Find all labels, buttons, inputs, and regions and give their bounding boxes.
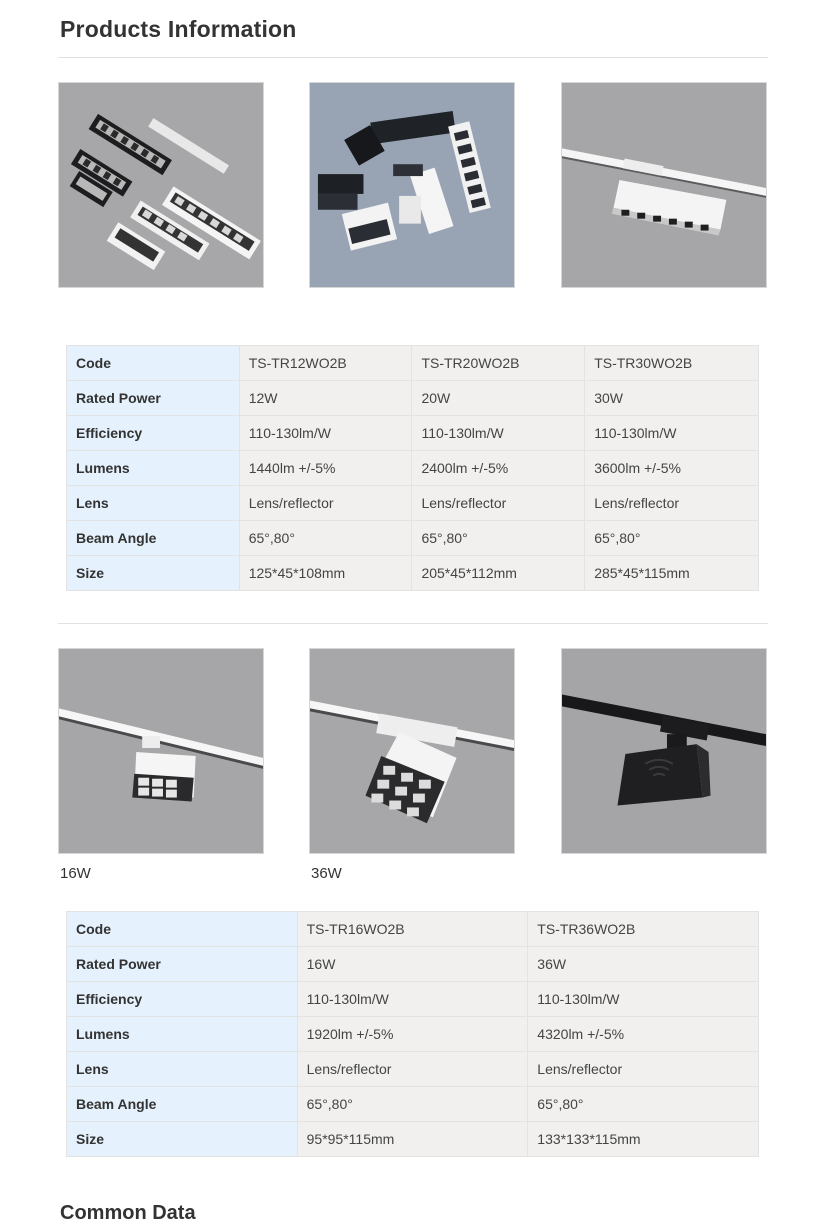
row-label: Efficiency bbox=[67, 982, 298, 1017]
track-module-set-image bbox=[310, 83, 514, 287]
image-caption-36w: 36W bbox=[311, 865, 342, 882]
table-row bbox=[67, 346, 759, 381]
row-label: Rated Power bbox=[67, 381, 240, 416]
table-row bbox=[67, 1087, 759, 1122]
row-label: Size bbox=[67, 556, 240, 591]
table-cell: 110-130lm/W bbox=[528, 982, 759, 1017]
product-photos-row-2 bbox=[58, 648, 768, 854]
black-track-light-image bbox=[562, 649, 766, 853]
table-cell: 110-130lm/W bbox=[297, 982, 528, 1017]
linear-light-on-rail-photo bbox=[561, 82, 767, 288]
row-label: Lens bbox=[67, 486, 240, 521]
table-row bbox=[67, 982, 759, 1017]
table-row bbox=[67, 1052, 759, 1087]
row-label: Code bbox=[67, 912, 298, 947]
table-cell: 65°,80° bbox=[297, 1087, 528, 1122]
table-cell: 20W bbox=[412, 381, 585, 416]
row-label: Lens bbox=[67, 1052, 298, 1087]
image-caption-16w: 16W bbox=[60, 865, 91, 882]
table-cell: Lens/reflector bbox=[297, 1052, 528, 1087]
linear-track-light-image bbox=[562, 83, 766, 287]
table-cell: 12W bbox=[239, 381, 412, 416]
table-cell: TS-TR16WO2B bbox=[297, 912, 528, 947]
table-cell: 95*95*115mm bbox=[297, 1122, 528, 1157]
table-row bbox=[67, 947, 759, 982]
table-row bbox=[67, 1017, 759, 1052]
table-cell: Lens/reflector bbox=[239, 486, 412, 521]
table-row bbox=[67, 521, 759, 556]
spec-table-linear bbox=[66, 345, 759, 591]
table-row bbox=[67, 912, 759, 947]
table-cell: 30W bbox=[585, 381, 759, 416]
table-cell: Lens/reflector bbox=[528, 1052, 759, 1087]
row-label: Size bbox=[67, 1122, 298, 1157]
table-cell: 65°,80° bbox=[239, 521, 412, 556]
table-row bbox=[67, 556, 759, 591]
linear-track-lights-group-photo bbox=[58, 82, 264, 288]
table-cell: TS-TR20WO2B bbox=[412, 346, 585, 381]
title-divider bbox=[58, 57, 768, 58]
black-and-white-modules-photo bbox=[309, 82, 515, 288]
36w-square-white-photo bbox=[309, 648, 515, 854]
table-row bbox=[67, 451, 759, 486]
square-track-light-image bbox=[59, 649, 263, 853]
table-cell: 3600lm +/-5% bbox=[585, 451, 759, 486]
table-cell: 285*45*115mm bbox=[585, 556, 759, 591]
row-label: Beam Angle bbox=[67, 1087, 298, 1122]
table-cell: Lens/reflector bbox=[412, 486, 585, 521]
row-label: Rated Power bbox=[67, 947, 298, 982]
row-label: Code bbox=[67, 346, 240, 381]
table-cell: TS-TR30WO2B bbox=[585, 346, 759, 381]
table-row bbox=[67, 381, 759, 416]
table-row bbox=[67, 416, 759, 451]
table-cell: 1440lm +/-5% bbox=[239, 451, 412, 486]
table-cell: 1920lm +/-5% bbox=[297, 1017, 528, 1052]
square-grille-track-light-image bbox=[310, 649, 514, 853]
spec-table-square bbox=[66, 911, 759, 1157]
page-title: Products Information bbox=[60, 16, 297, 42]
table-cell: Lens/reflector bbox=[585, 486, 759, 521]
table-cell: 36W bbox=[528, 947, 759, 982]
table-cell: TS-TR36WO2B bbox=[528, 912, 759, 947]
table-cell: 133*133*115mm bbox=[528, 1122, 759, 1157]
product-photos-row-1 bbox=[58, 82, 768, 288]
table-cell: 110-130lm/W bbox=[412, 416, 585, 451]
table-cell: 65°,80° bbox=[528, 1087, 759, 1122]
black-square-track-light-photo bbox=[561, 648, 767, 854]
common-data-heading: Common Data bbox=[60, 1202, 196, 1224]
row-label: Lumens bbox=[67, 451, 240, 486]
table-row bbox=[67, 486, 759, 521]
table-cell: 65°,80° bbox=[585, 521, 759, 556]
table-cell: 110-130lm/W bbox=[585, 416, 759, 451]
row-label: Efficiency bbox=[67, 416, 240, 451]
track-light-set-image bbox=[59, 83, 263, 287]
table-cell: 110-130lm/W bbox=[239, 416, 412, 451]
table-cell: 2400lm +/-5% bbox=[412, 451, 585, 486]
table-cell: 4320lm +/-5% bbox=[528, 1017, 759, 1052]
table-cell: 16W bbox=[297, 947, 528, 982]
table-cell: 65°,80° bbox=[412, 521, 585, 556]
table-cell: TS-TR12WO2B bbox=[239, 346, 412, 381]
table-cell: 125*45*108mm bbox=[239, 556, 412, 591]
section-divider bbox=[58, 623, 768, 624]
table-row bbox=[67, 1122, 759, 1157]
table-cell: 205*45*112mm bbox=[412, 556, 585, 591]
row-label: Beam Angle bbox=[67, 521, 240, 556]
16w-square-white-photo bbox=[58, 648, 264, 854]
row-label: Lumens bbox=[67, 1017, 298, 1052]
